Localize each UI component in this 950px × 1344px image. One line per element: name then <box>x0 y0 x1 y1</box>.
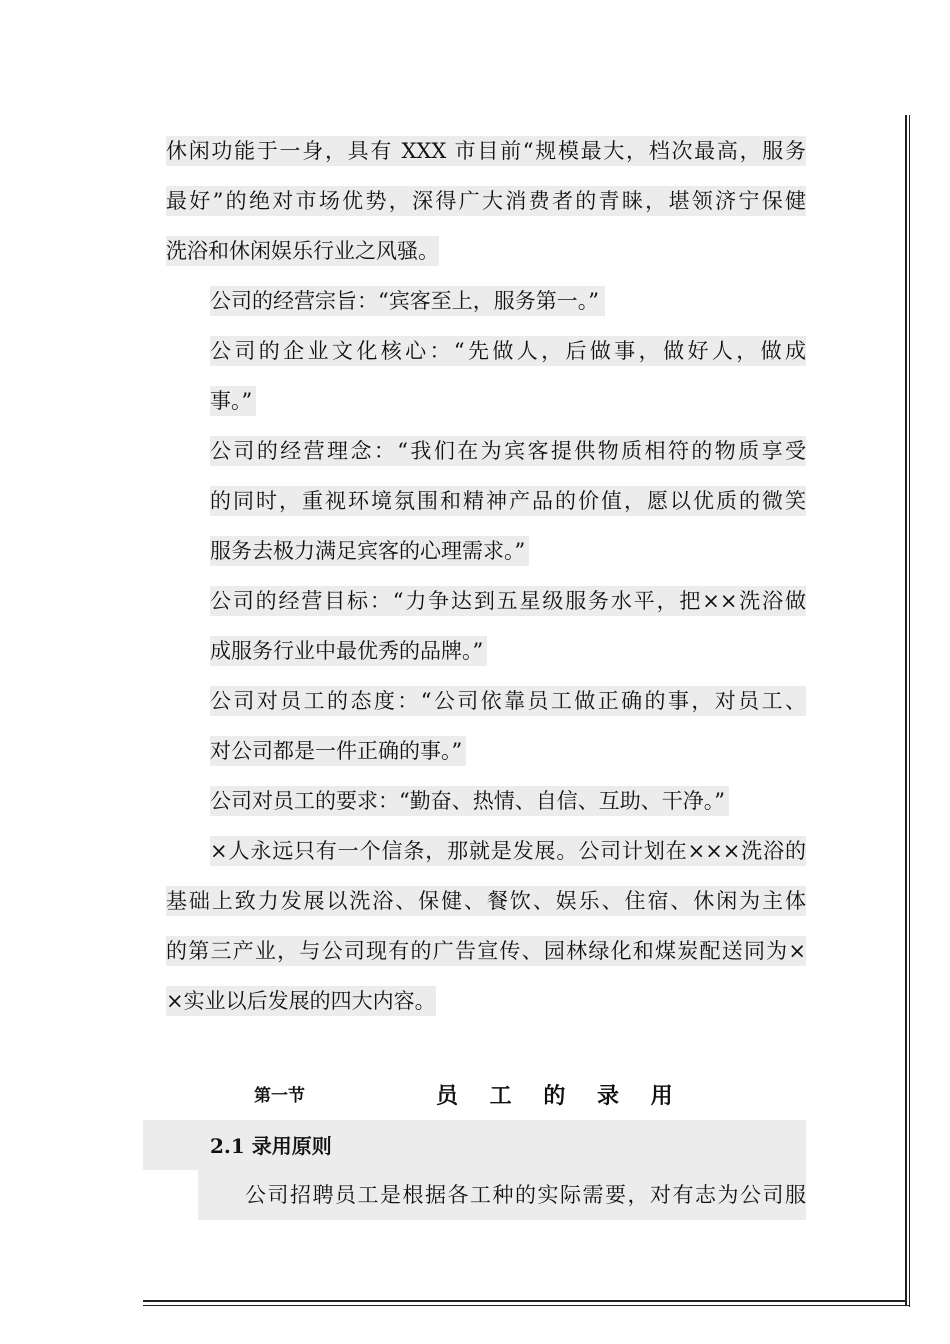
body-line: ×实业以后发展的四大内容。 <box>166 986 436 1016</box>
body-line: 公司的经营宗旨：“宾客至上，服务第一。” <box>210 286 605 316</box>
body-line: 公司对员工的态度：“公司依靠员工做正确的事，对员工、 <box>210 686 806 716</box>
body-line: 公司的企业文化核心：“先做人，后做事，做好人，做成 <box>210 336 806 366</box>
body-line: 公司的经营理念：“我们在为宾客提供物质相符的物质享受 <box>210 436 806 466</box>
subsection-heading: 2.1 录用原则 <box>210 1134 332 1158</box>
page-border-right <box>905 115 907 1305</box>
body-line: 最好”的绝对市场优势，深得广大消费者的青睐，堪领济宁保健 <box>166 186 806 216</box>
body-line: 的第三产业，与公司现有的广告宣传、园林绿化和煤炭配送同为× <box>166 936 806 966</box>
body-line: 事。” <box>210 386 256 416</box>
section-number: 第一节 <box>254 1086 305 1106</box>
body-line: 公司对员工的要求：“勤奋、热情、自信、互助、干净。” <box>210 786 729 816</box>
body-line: 基础上致力发展以洗浴、保健、餐饮、娱乐、住宿、休闲为主体 <box>166 886 806 916</box>
page-border-right-outer <box>909 115 910 1307</box>
body-line: 的同时，重视环境氛围和精神产品的价值，愿以优质的微笑 <box>210 486 806 516</box>
section-title: 员 工 的 录 用 <box>436 1083 685 1109</box>
page-border-bottom <box>143 1300 907 1302</box>
section-heading <box>0 1080 950 1112</box>
page-border-bottom-outer <box>143 1305 910 1306</box>
body-line: 公司招聘员工是根据各工种的实际需要，对有志为公司服 <box>245 1183 806 1207</box>
body-line: ×人永远只有一个信条，那就是发展。公司计划在×××洗浴的 <box>210 836 806 866</box>
body-line: 公司的经营目标：“力争达到五星级服务水平，把××洗浴做 <box>210 586 806 616</box>
body-line: 洗浴和休闲娱乐行业之风骚。 <box>166 236 439 266</box>
body-line: 成服务行业中最优秀的品牌。” <box>210 636 487 666</box>
body-line: 对公司都是一件正确的事。” <box>210 736 466 766</box>
body-line: 休闲功能于一身，具有 XXX 市目前“规模最大，档次最高，服务 <box>166 136 806 166</box>
body-line: 服务去极力满足宾客的心理需求。” <box>210 536 529 566</box>
